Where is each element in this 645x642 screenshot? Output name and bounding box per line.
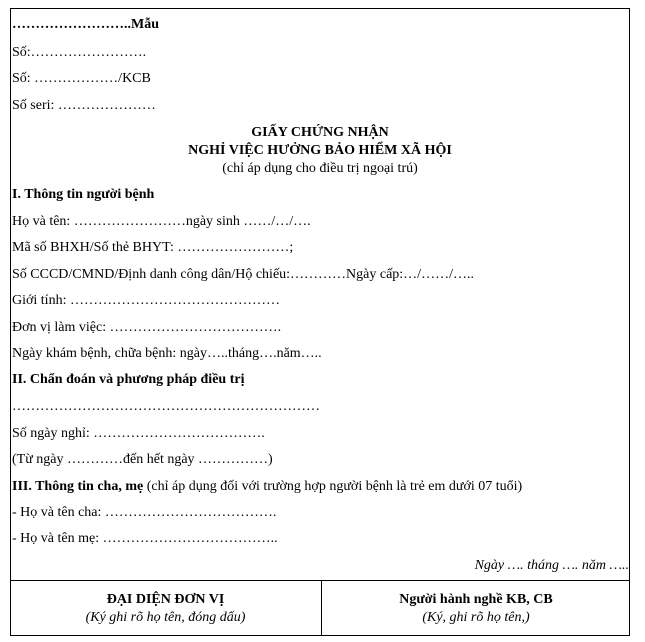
number-field-1: Số:……………………. — [12, 45, 147, 60]
form-code: ……………………..Mẫu — [12, 17, 159, 32]
gender-field: Giới tính: ……………………………………… — [12, 293, 280, 308]
section-2-heading: II. Chẩn đoán và phương pháp điều trị — [12, 372, 245, 387]
unit-representative-title: ĐẠI DIỆN ĐƠN VỊ — [106, 592, 225, 607]
practitioner-note: (Ký, ghi rõ họ tên,) — [422, 610, 530, 625]
diagnosis-field: ………………………………………………………… — [12, 399, 320, 414]
number-field-2: Số: ………………/KCB — [12, 71, 151, 86]
doc-title-2: NGHỈ VIỆC HƯỞNG BẢO HIỂM XÃ HỘI — [188, 143, 452, 158]
doc-title-1: GIẤY CHỨNG NHẬN — [251, 125, 389, 140]
leave-period-field: (Từ ngày …………đến hết ngày ……………) — [12, 452, 273, 467]
doc-subtitle: (chỉ áp dụng cho điều trị ngoại trú) — [222, 161, 418, 176]
workplace-field: Đơn vị làm việc: ………………………………. — [12, 320, 282, 335]
serial-field: Số seri: ………………… — [12, 98, 156, 113]
unit-representative-cell — [10, 581, 322, 636]
id-number-field: Số CCCD/CMND/Định danh công dân/Hộ chiếu:…………Ngày cấp:…/……/….. — [12, 267, 474, 282]
exam-date-field: Ngày khám bệnh, chữa bệnh: ngày…..tháng….năm….. — [12, 346, 322, 361]
father-name-field: - Họ và tên cha: ………………………………. — [12, 505, 277, 520]
section-3-title: III. Thông tin cha, mẹ — [12, 479, 144, 494]
section-3-heading — [12, 478, 522, 496]
insurance-number-field: Mã số BHXH/Số thẻ BHYT: ……………………; — [12, 240, 294, 255]
patient-name-field: Họ và tên: ……………………ngày sinh ……/…/…. — [12, 214, 311, 229]
unit-representative-note: (Ký ghi rõ họ tên, đóng dấu) — [85, 610, 246, 625]
practitioner-title: Người hành nghề KB, CB — [399, 592, 553, 607]
days-off-field: Số ngày nghỉ: ………………………………. — [12, 426, 265, 441]
practitioner-cell — [322, 581, 630, 636]
date-line: Ngày …. tháng …. năm ….. — [474, 558, 629, 573]
section-1-heading: I. Thông tin người bệnh — [12, 187, 155, 202]
mother-name-field: - Họ và tên mẹ: ……………………………….. — [12, 531, 278, 546]
signature-row — [10, 580, 630, 636]
section-3-note: (chỉ áp dụng đối với trường hợp người bệnh là trẻ em dưới 07 tuổi) — [143, 479, 523, 494]
